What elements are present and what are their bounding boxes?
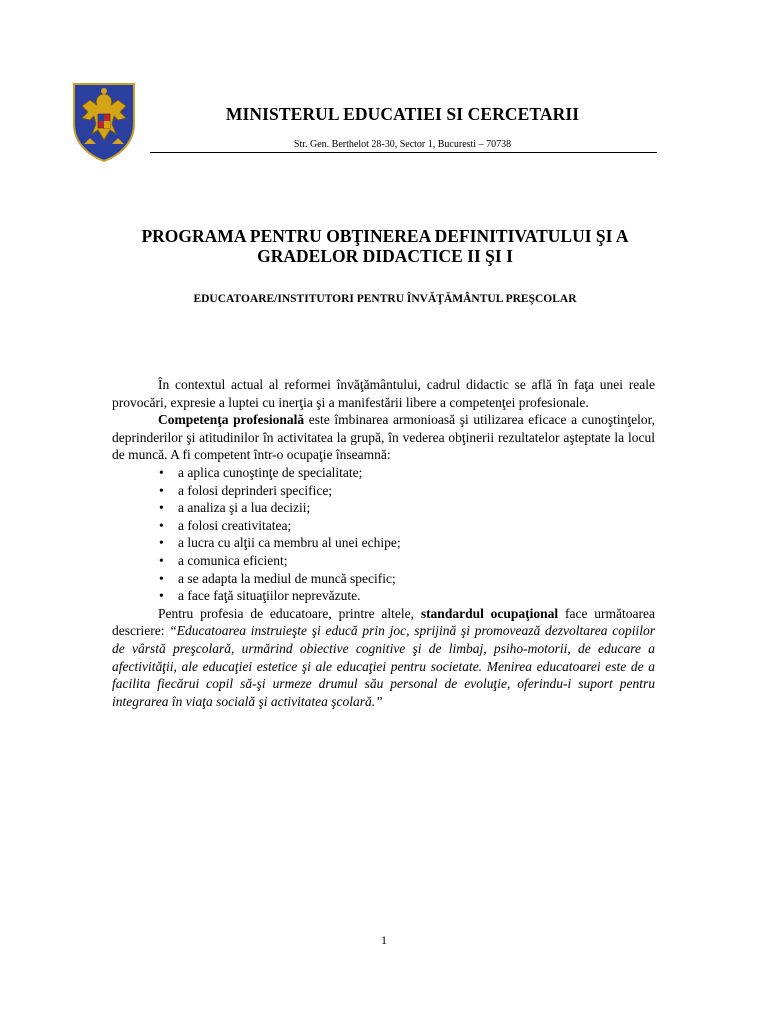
list-item: • a lucra cu alţii ca membru al unei echipe; [159,534,655,552]
ministry-name: MINISTERUL EDUCATIEI SI CERCETARII [225,104,580,124]
document-subtitle: EDUCATOARE/INSTITUTORI PENTRU ÎNVĂŢĂMÂNTUL PREŞCOLAR [193,293,577,305]
list-item: • a comunica eficient; [159,552,655,570]
list-item: • a aplica cunoştinţe de specialitate; [159,464,655,482]
competence-term: Competenţa profesională [158,412,305,428]
list-item: • a folosi creativitatea; [159,517,655,535]
competence-list [112,464,655,605]
list-item: • a se adapta la mediul de muncă specific; [159,570,655,588]
standard-quote: “Educatoarea instruieşte şi educă prin joc, sprijină şi promovează dezvoltarea copiilor de vârstă preşcolară, urmărind obiective cognitive şi de limbaj, psiho-motorii, de educare a afectivităţii, ale educaţiei estetice şi ale educaţiei pentru societate. Menirea educatoarei este de a facilita fiecărui copil să-şi urmeze drumul său personal de evoluţie, oferindu-i suport pentru integrarea în viaţa socială şi activitatea şcolară.” [112,623,655,709]
list-item: • a face faţă situaţiilor neprevăzute. [159,587,655,605]
document-title-line-2: GRADELOR DIDACTICE II ŞI I [257,246,513,266]
paragraph-intro: În contextul actual al reformei învăţământului, cadrul didactic se află în faţa unei reale provocări, expresie a luptei cu inerţia şi a manifestării libere a competenţei profesionale. [112,377,655,410]
header-divider [150,152,657,153]
list-item: • a folosi deprinderi specifice; [159,482,655,500]
paragraph-competence [112,411,655,464]
document-title [110,226,660,266]
paragraph-standard [112,605,655,711]
page-number: 1 [381,933,387,947]
ministry-address: Str. Gen. Berthelot 28-30, Sector 1, Bucuresti – 70738 [293,139,512,150]
document-title-line-1: PROGRAMA PENTRU OBŢINEREA DEFINITIVATULUI ŞI A [141,226,629,246]
list-item: • a analiza şi a lua decizii; [159,499,655,517]
standard-term: standardul ocupaţional [420,605,559,621]
competence-definition: este îmbinarea armonioasă şi utilizarea eficace a cunoştinţelor, deprinderilor şi atitudinilor în activitatea la grupă, în vederea obţinerii rezultatelor aşteptate la locul de muncă. A fi competent într-o ocupaţie înseamnă: [112,412,655,463]
coat-of-arms-icon [70,78,138,162]
standard-lead: face următoarea descriere: [112,605,655,639]
document-body [112,376,655,710]
standard-intro: Pentru profesia de educatoare, printre altele, [158,605,421,621]
